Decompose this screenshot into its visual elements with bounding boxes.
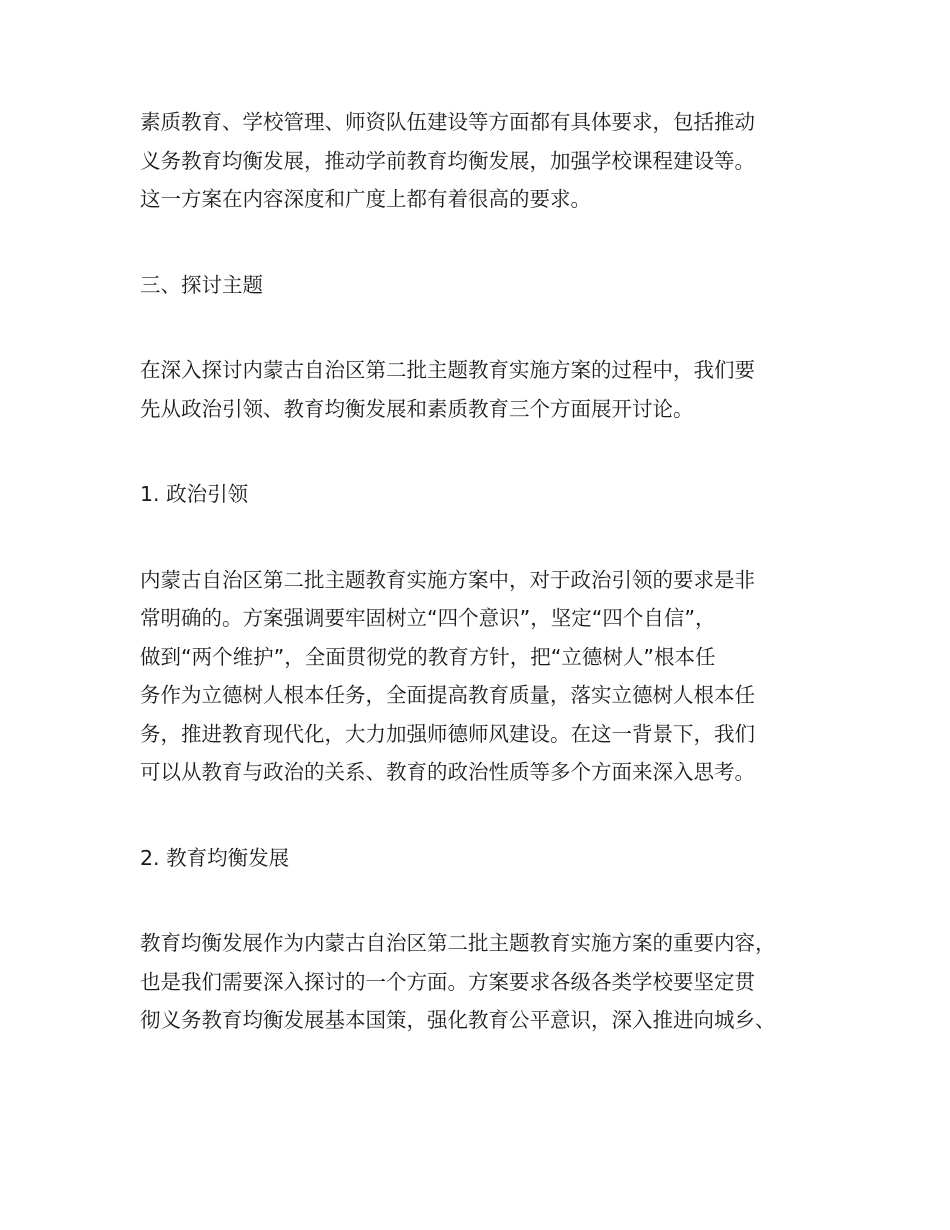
paragraph-gap [140,304,840,351]
text-line: 务，推进教育现代化，大力加强师德师风建设。在这一背景下，我们 [140,721,755,746]
subheading-balanced-development [140,839,840,878]
text-line: 做到“两个维护”，全面贯彻党的教育方针，把“立德树人”根本任 [140,644,716,669]
text-line: 素质教育、学校管理、师资队伍建设等方面都有具体要求，包括推动 [140,110,755,134]
text-line: 这一方案在内容深度和广度上都有着很高的要求。 [140,187,591,211]
section-heading-topic [140,266,840,305]
paragraph-gap [140,428,840,475]
text-line: 先从政治引领、教育均衡发展和素质教育三个方面展开讨论。 [140,396,694,421]
paragraph-political-leadership [140,561,840,792]
text-line: 教育均衡发展作为内蒙古自治区第二批主题教育实施方案的重要内容， [140,931,776,955]
text-line: 也是我们需要深入探讨的一个方面。方案要求各级各类学校要坚定贯 [140,969,755,994]
paragraph-requirements [140,103,840,219]
text-line: 内蒙古自治区第二批主题教育实施方案中，对于政治引领的要求是非 [140,567,755,592]
text-line: 在深入探讨内蒙古自治区第二批主题教育实施方案的过程中，我们要 [140,358,755,382]
paragraph-gap [140,792,840,839]
subheading-political-leadership [140,475,840,514]
text-line: 可以从教育与政治的关系、教育的政治性质等多个方面来深入思考。 [140,760,755,784]
text-line: 务作为立德树人根本任务，全面提高教育质量，落实立德树人根本任 [140,683,755,707]
paragraph-gap [140,514,840,561]
document-body [140,103,840,1040]
paragraph-balanced-development [140,924,840,1040]
paragraph-intro [140,351,840,428]
text-line: 彻义务教育均衡发展基本国策，强化教育公平意识，深入推进向城乡、 [140,1008,776,1032]
paragraph-gap [140,219,840,266]
heading-text: 三、探讨主题 [140,272,263,297]
heading-text: 1. 政治引领 [140,482,249,506]
paragraph-gap [140,877,840,924]
text-line: 常明确的。方案强调要牢固树立“四个意识”，坚定“四个自信”， [140,606,716,630]
text-line: 义务教育均衡发展，推动学前教育均衡发展，加强学校课程建设等。 [140,148,755,173]
heading-text: 2. 教育均衡发展 [140,845,290,870]
